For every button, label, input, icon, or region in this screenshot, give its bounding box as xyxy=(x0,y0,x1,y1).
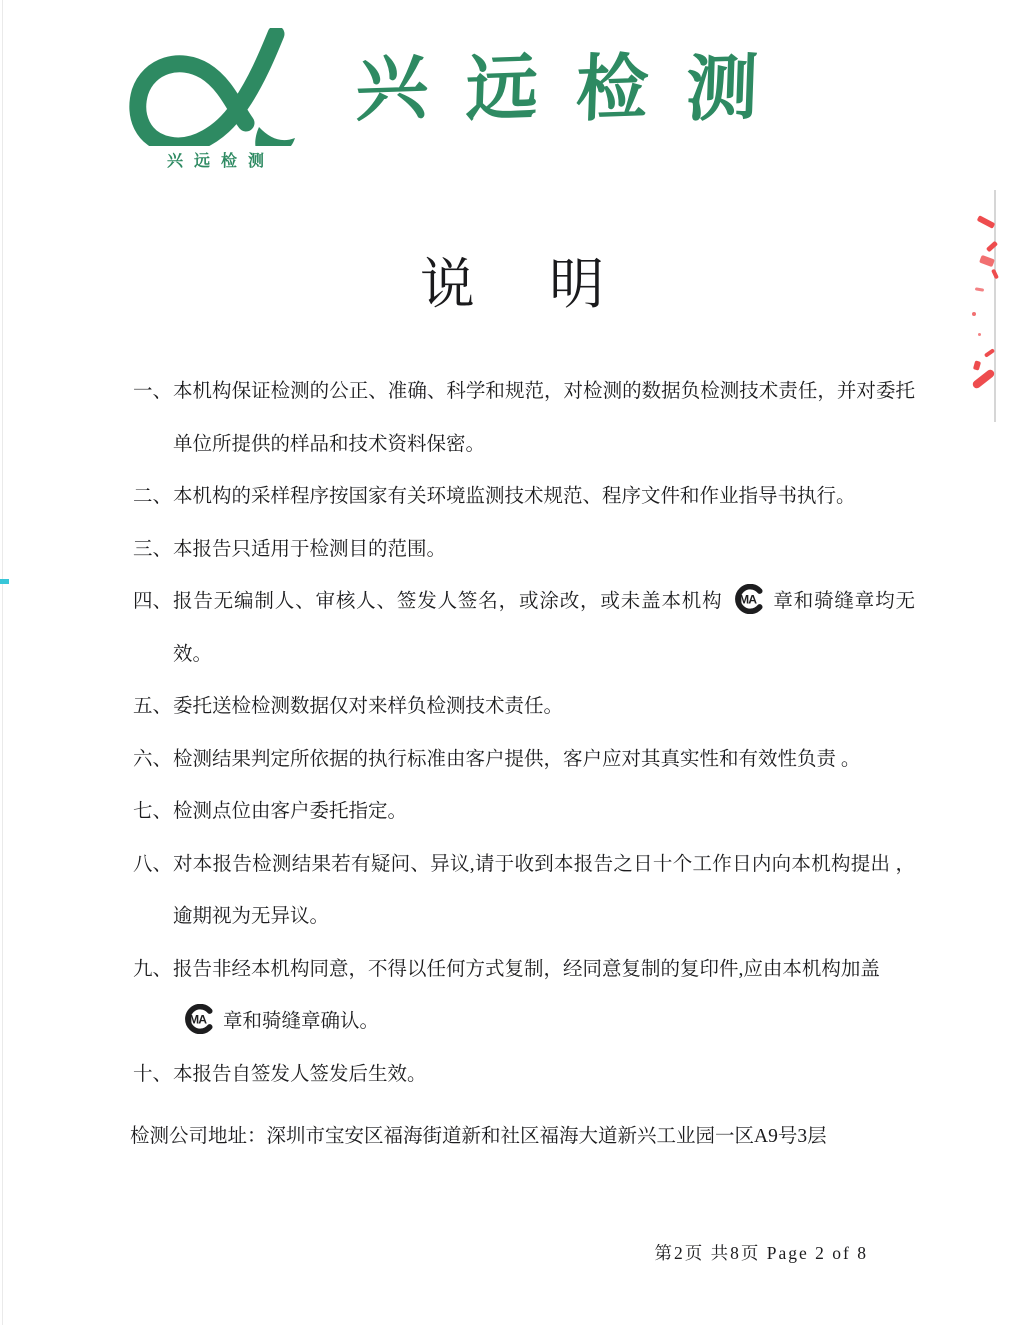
scan-cyan-mark xyxy=(0,579,9,584)
company-logo xyxy=(118,28,313,171)
note-number: 一、 xyxy=(133,381,173,402)
stamp-fragment xyxy=(973,360,981,370)
note-item-9 xyxy=(133,944,915,1049)
note-item-4 xyxy=(133,576,915,681)
page-number: 第2页 共8页 Page 2 of 8 xyxy=(654,1243,868,1263)
note-text: 本报告只适用于检测目的范围。 xyxy=(173,538,447,560)
note-number: 二、 xyxy=(133,486,173,507)
note-item-6 xyxy=(133,734,915,787)
note-item-8 xyxy=(133,839,915,944)
svg-text:MA: MA xyxy=(189,1012,207,1027)
note-text: 检测结果判定所依据的执行标准由客户提供，客户应对其真实性和有效性负责 。 xyxy=(173,748,861,770)
stamp-fragment xyxy=(978,333,981,336)
note-number: 四、 xyxy=(133,591,173,612)
note-text: 报告无编制人、审核人、签发人签名，或涂改，或未盖本机构 MA 章和骑缝章均无效。 xyxy=(173,576,915,681)
company-address: 检测公司地址：深圳市宝安区福海街道新和社区福海大道新兴工业园一区A9号3层 xyxy=(130,1126,827,1147)
note-item-3 xyxy=(133,524,915,577)
notes-list xyxy=(133,366,915,1101)
cma-seal-icon xyxy=(730,584,766,614)
alpha-logo-icon xyxy=(123,28,308,146)
header-char: 检 xyxy=(574,47,650,131)
note-item-5 xyxy=(133,681,915,734)
note-number: 五、 xyxy=(133,696,173,717)
note-number: 六、 xyxy=(133,748,173,770)
note-item-2 xyxy=(133,471,915,524)
stamp-fragment xyxy=(971,368,996,390)
stamp-fragment xyxy=(977,215,996,229)
scan-edge-line xyxy=(2,0,3,1325)
note-number: 三、 xyxy=(133,538,173,560)
company-name-calligraphy xyxy=(356,46,758,132)
svg-text:MA: MA xyxy=(738,592,756,607)
header-char: 兴 xyxy=(354,47,430,131)
note-number: 八、 xyxy=(133,853,173,875)
note-text: 本机构的采样程序按国家有关环境监测技术规范、程序文件和作业指导书执行。 xyxy=(173,486,856,507)
note-text: 本报告自签发人签发后生效。 xyxy=(173,1063,427,1085)
note-text: 委托送检检测数据仅对来样负检测技术责任。 xyxy=(173,696,564,717)
note-number: 七、 xyxy=(133,801,173,822)
page-title: 说明 xyxy=(419,254,679,315)
header-char: 远 xyxy=(464,47,540,131)
note-item-7 xyxy=(133,786,915,839)
header-char: 测 xyxy=(684,47,760,131)
note-text: 检测点位由客户委托指定。 xyxy=(173,801,408,822)
logo-subtext: 兴远检测 xyxy=(166,153,275,170)
note-text: 对本报告检测结果若有疑问、异议,请于收到本报告之日十个工作日内向本机构提出 ，逾期视为无异议。 xyxy=(173,853,915,927)
note-text: 本机构保证检测的公正、准确、科学和规范，对检测的数据负检测技术责任，并对委托单位所提供的样品和技术资料保密。 xyxy=(173,381,915,455)
note-text: 报告非经本机构同意，不得以任何方式复制，经同意复制的复印件,应由本机构加盖 MA 章和骑缝章确认。 xyxy=(173,958,880,1032)
note-number: 九、 xyxy=(133,958,173,980)
note-item-10 xyxy=(133,1049,915,1102)
note-item-1 xyxy=(133,366,915,471)
cma-seal-icon xyxy=(180,1004,216,1034)
note-number: 十、 xyxy=(133,1063,173,1085)
